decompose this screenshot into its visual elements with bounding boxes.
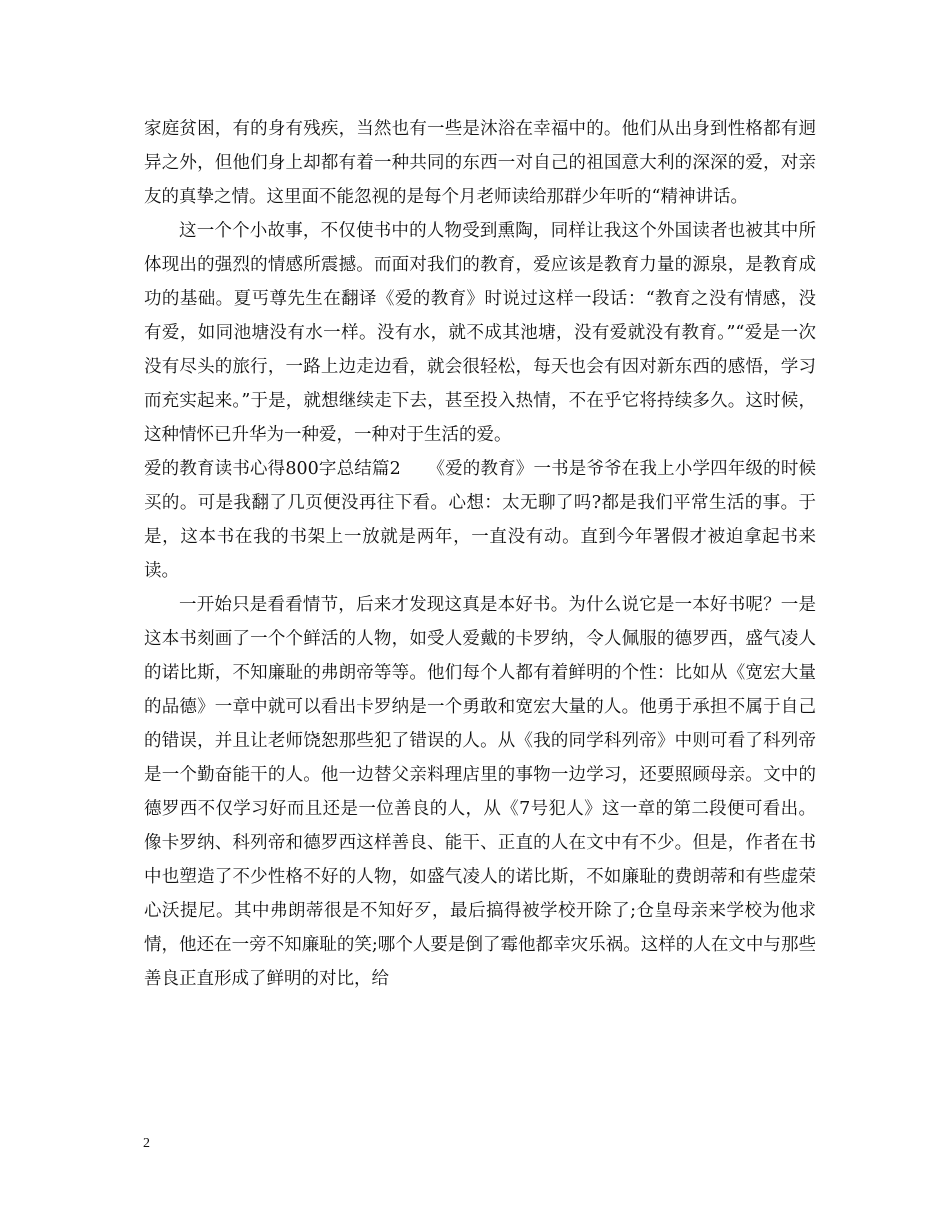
page-number: 2: [143, 1136, 150, 1151]
document-body: [144, 112, 816, 996]
paragraph-4: 一开始只是看看情节，后来才发现这真是本好书。为什么说它是一本好书呢？一是这本书刻画了一个个鲜活的人物，如受人爱戴的卡罗纳，令人佩服的德罗西，盛气凌人的诺比斯，不知廉耻的弗朗帝等等。他们每个人都有着鲜明的个性：比如从《宽宏大量的品德》一章中就可以看出卡罗纳是一个勇敢和宽宏大量的人。他勇于承担不属于自己的错误，并且让老师饶恕那些犯了错误的人。从《我的同学科列帝》中则可看了科列帝是一个勤奋能干的人。他一边替父亲料理店里的事物一边学习，还要照顾母亲。文中的德罗西不仅学习好而且还是一位善良的人，从《7号犯人》这一章的第二段便可看出。像卡罗纳、科列帝和德罗西这样善良、能干、正直的人在文中有不少。但是，作者在书中也塑造了不少性格不好的人物，如盛气凌人的诺比斯，不如廉耻的费朗蒂和有些虚荣心沃提尼。其中弗朗蒂很是不知好歹，最后搞得被学校开除了;仓皇母亲来学校为他求情，他还在一旁不知廉耻的笑;哪个人要是倒了霉他都幸灾乐祸。这样的人在文中与那些善良正直形成了鲜明的对比，给: [144, 595, 816, 989]
paragraph-3: 爱的教育读书心得800字总结篇2 《爱的教育》一书是爷爷在我上小学四年级的时候买的。可是我翻了几页便没再往下看。心想：太无聊了吗?都是我们平常生活的事。于是，这本书在我的书架上一放就是两年，一直没有动。直到今年署假才被迫拿起书来读。: [144, 459, 816, 581]
paragraph-2: 这一个个小故事，不仅使书中的人物受到熏陶，同样让我这个外国读者也被其中所体现出的强烈的情感所震撼。而面对我们的教育，爱应该是教育力量的源泉，是教育成功的基础。夏丐尊先生在翻译《爱的教育》时说过这样一段话：“教育之没有情感，没有爱，如同池塘没有水一样。没有水，就不成其池塘，没有爱就没有教育。”“爱是一次没有尽头的旅行，一路上边走边看，就会很轻松，每天也会有因对新东西的感悟，学习而充实起来。”于是，就想继续走下去，甚至投入热情，不在乎它将持续多久。这时候，这种情怀已升华为一种爱，一种对于生活的爱。: [144, 221, 816, 445]
paragraph-1: 家庭贫困，有的身有残疾，当然也有一些是沐浴在幸福中的。他们从出身到性格都有迥异之外，但他们身上却都有着一种共同的东西一对自己的祖国意大利的深深的爱，对亲友的真挚之情。这里面不能忽视的是每个月老师读给那群少年听的“精神讲话。: [144, 119, 816, 207]
